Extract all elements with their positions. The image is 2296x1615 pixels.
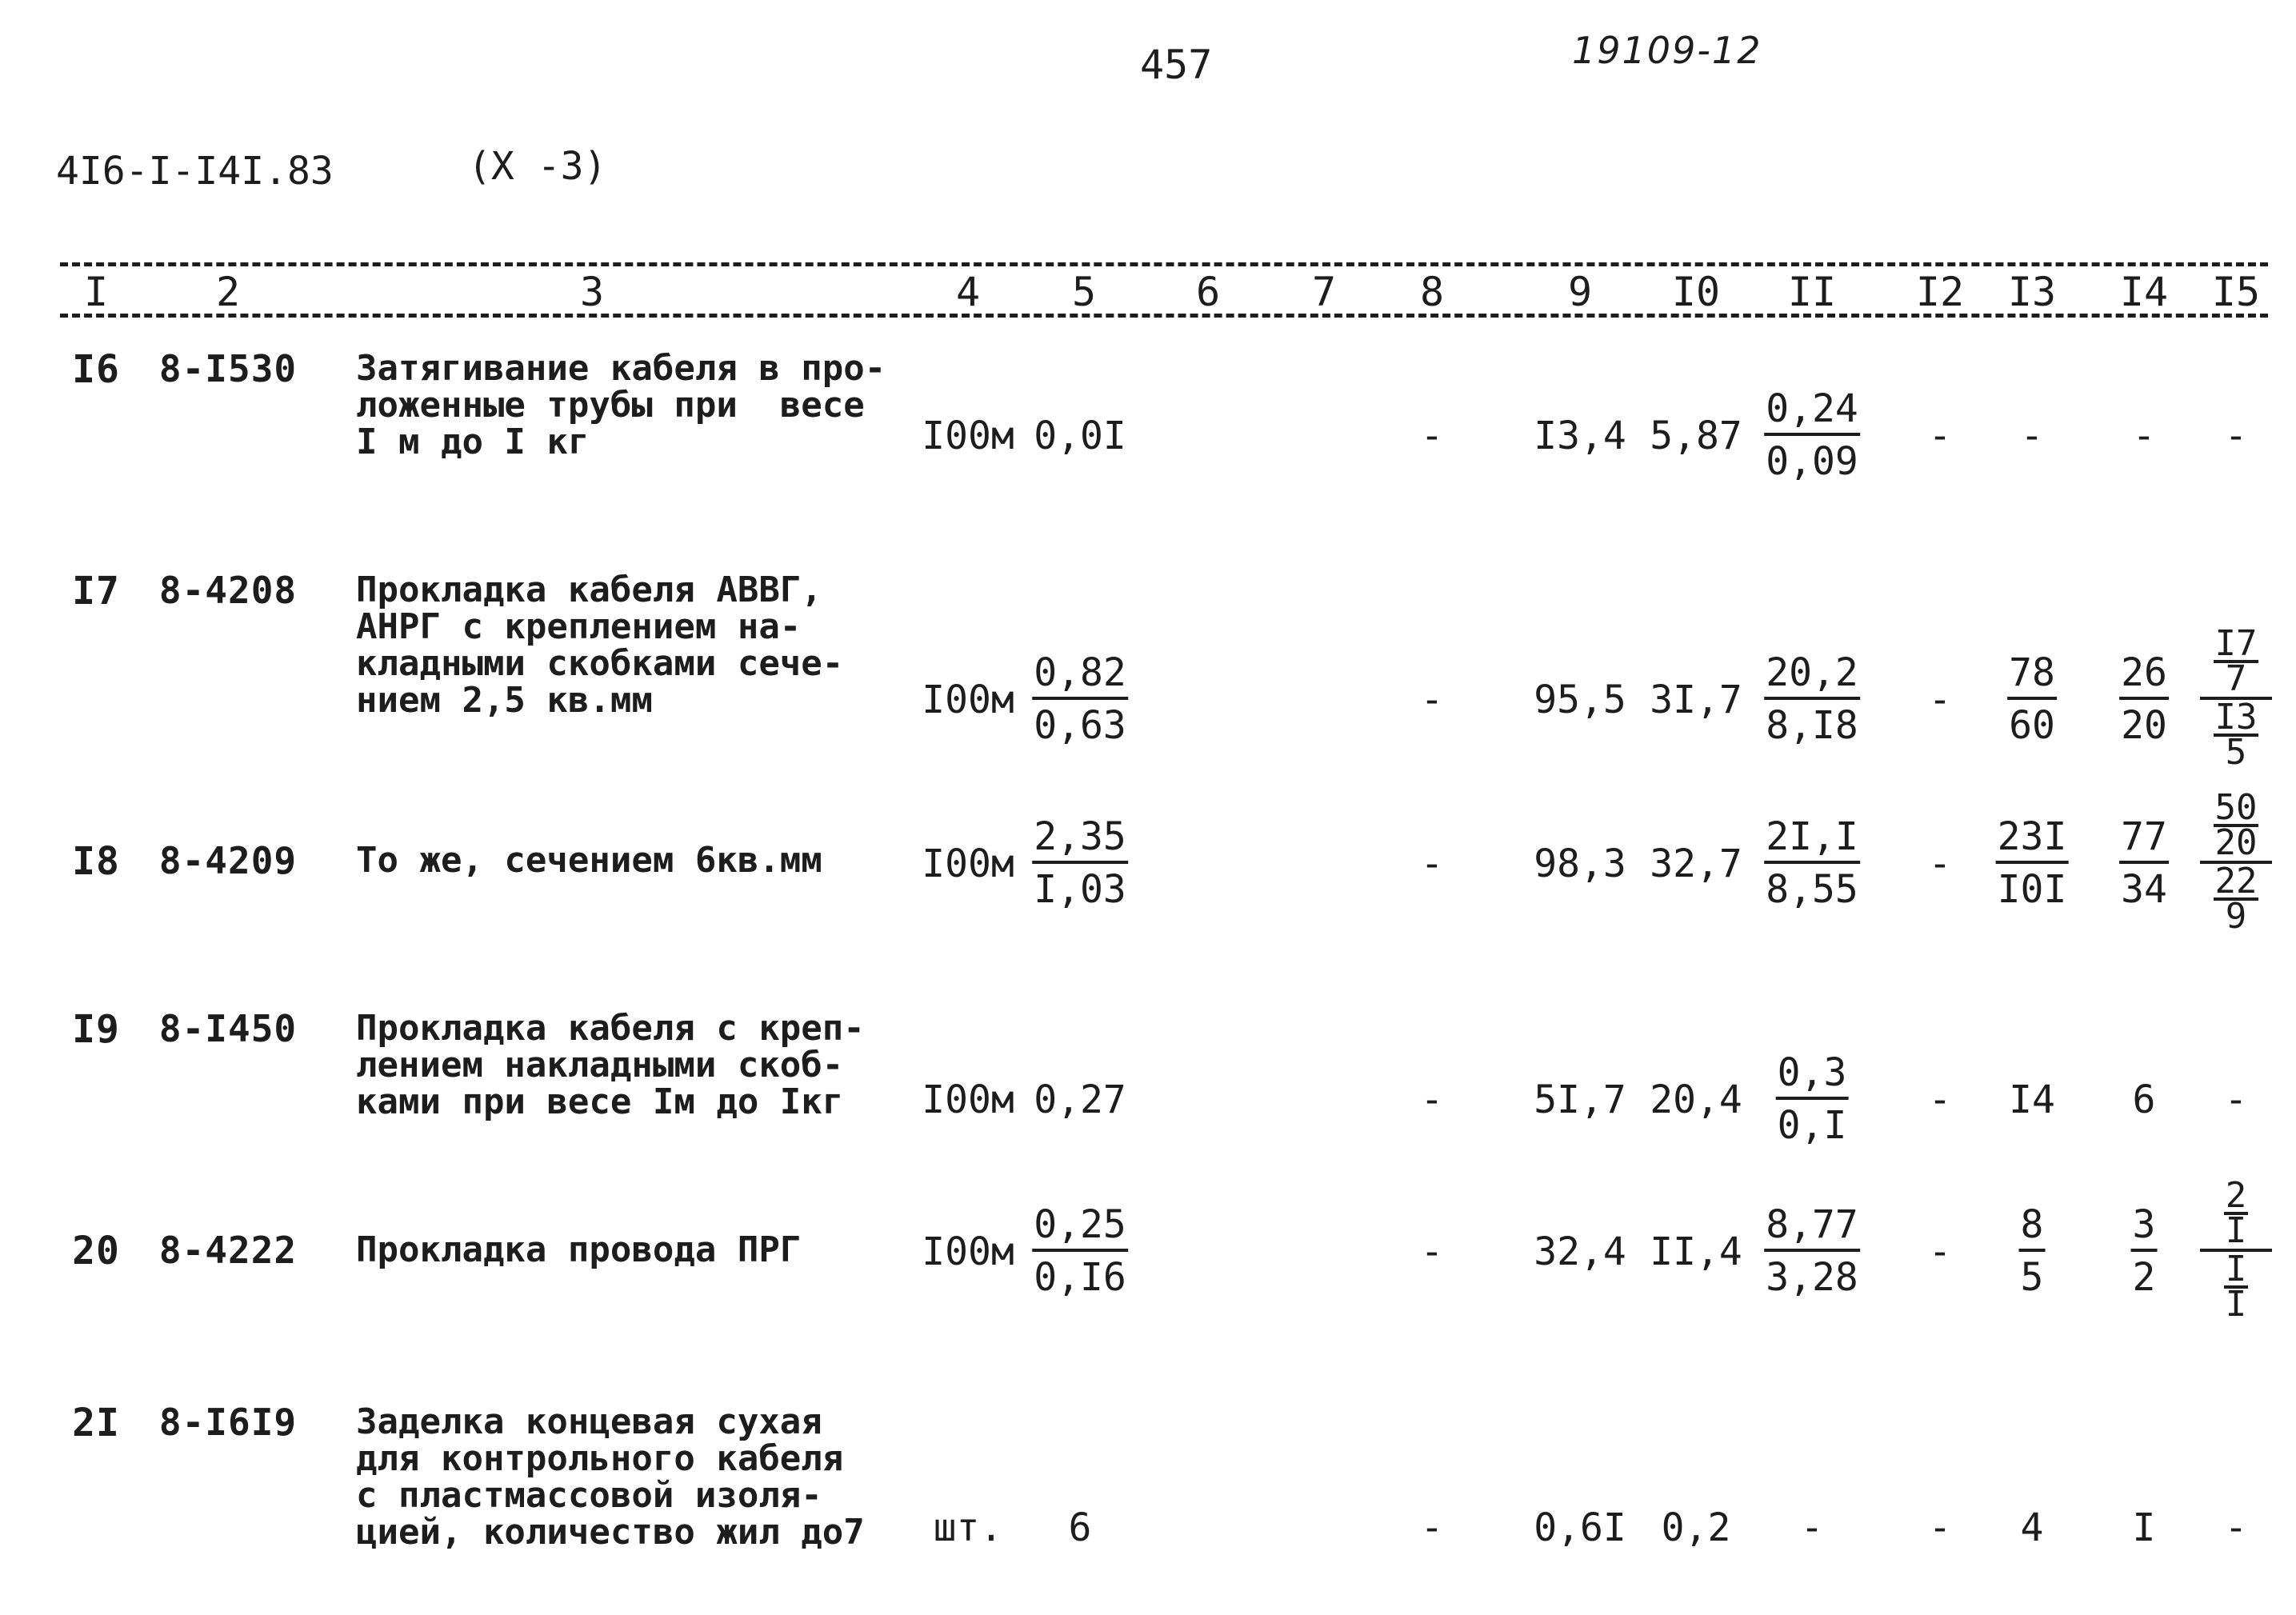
- column-header-5: 5: [1071, 269, 1097, 315]
- quantity-numerator: 2,35: [1032, 817, 1128, 864]
- col-15-value-lower-top: I: [2225, 1249, 2247, 1289]
- work-description-line: Прокладка кабеля АВВГ,: [356, 570, 822, 610]
- col-14-value: I: [2132, 1505, 2156, 1550]
- row-number: I9: [72, 1007, 120, 1052]
- col-15-value-upper-top: 50: [2214, 787, 2258, 828]
- work-description: [356, 350, 886, 461]
- row-number: I6: [72, 347, 120, 392]
- quantity: 0,0I: [1034, 414, 1126, 458]
- quantity-denominator: 0,63: [1034, 703, 1126, 748]
- col-13-value: I4: [2009, 1077, 2055, 1122]
- unit: шт.: [933, 1505, 1003, 1550]
- col-14-value-numerator: 77: [2119, 817, 2169, 864]
- column-header-9: 9: [1567, 269, 1593, 315]
- quantity-denominator: 0,I6: [1034, 1255, 1126, 1300]
- rate-code: 8-4222: [158, 1229, 298, 1272]
- quantity-numerator: 0,25: [1032, 1205, 1128, 1252]
- col-11-value-denominator: 8,55: [1766, 867, 1858, 912]
- column-header-11: II: [1787, 269, 1837, 315]
- col-11-value: -: [1800, 1505, 1824, 1550]
- col-10-value: 3I,7: [1650, 678, 1742, 722]
- col-8-value: -: [1420, 1229, 1444, 1274]
- work-description-line: Прокладка кабеля с креп-: [356, 1008, 865, 1049]
- work-description-line: с пластмассовой изоля-: [356, 1475, 822, 1516]
- col-13-value-numerator: 8: [2019, 1205, 2046, 1252]
- col-11-value: [1764, 650, 1860, 748]
- work-description: [356, 842, 822, 879]
- col-13-value-denominator: 60: [2009, 703, 2055, 748]
- col-12-value: -: [1928, 1505, 1952, 1550]
- col-15-value: [2200, 1175, 2272, 1325]
- row-number: 20: [72, 1229, 120, 1273]
- unit: I00м: [922, 414, 1014, 458]
- work-description-line: АНРГ с креплением на-: [356, 606, 802, 647]
- col-14-value: 6: [2132, 1077, 2156, 1122]
- col-13-value: [2007, 650, 2057, 748]
- work-description-line: То же, сечением 6кв.мм: [356, 840, 822, 881]
- work-description-line: Заделка концевая сухая: [356, 1401, 822, 1442]
- page-number: 457: [1140, 42, 1213, 88]
- quantity: [1032, 1202, 1128, 1300]
- col-11-value-denominator: 0,I: [1777, 1103, 1847, 1148]
- col-12-value: -: [1928, 1077, 1952, 1122]
- work-description-line: Затягивание кабеля в про-: [356, 348, 886, 389]
- col-15-value: [2200, 623, 2272, 773]
- col-9-value: I3,4: [1534, 414, 1626, 458]
- col-10-value: 20,4: [1650, 1077, 1742, 1122]
- col-8-value: -: [1420, 678, 1444, 722]
- col-13-value: [2019, 1202, 2046, 1300]
- col-11-value-numerator: 20,2: [1764, 654, 1860, 700]
- header-top-rule: [60, 262, 2268, 266]
- col-14-value-numerator: 3: [2131, 1205, 2158, 1252]
- col-8-value: -: [1420, 1077, 1444, 1122]
- col-15-value-lower-bottom: 5: [2225, 732, 2247, 773]
- col-11-value-numerator: 2I,I: [1764, 817, 1860, 864]
- column-header-2: 2: [215, 269, 241, 315]
- col-14-value-denominator: 2: [2132, 1255, 2156, 1300]
- column-header-15: I5: [2211, 269, 2261, 315]
- work-description: [356, 1010, 865, 1121]
- col-8-value: -: [1420, 414, 1444, 458]
- col-15-value-lower-bottom: 9: [2225, 896, 2247, 937]
- col-10-value: II,4: [1650, 1229, 1742, 1274]
- col-11-value-denominator: 8,I8: [1766, 703, 1858, 748]
- col-11-value-numerator: 0,3: [1776, 1053, 1849, 1100]
- col-14-value: [2131, 1202, 2158, 1300]
- col-15-value: -: [2224, 1505, 2248, 1550]
- work-description: [356, 1229, 802, 1270]
- col-14-value-denominator: 20: [2121, 703, 2167, 748]
- unit: I00м: [922, 678, 1014, 722]
- col-15-value-lower-bottom: I: [2225, 1284, 2247, 1325]
- col-13-value-denominator: 5: [2020, 1255, 2044, 1300]
- quantity-denominator: I,03: [1034, 867, 1126, 912]
- work-description-line: лением накладными скоб-: [356, 1045, 844, 1085]
- rate-code: 8-4209: [158, 839, 298, 882]
- col-12-value: -: [1928, 414, 1952, 458]
- col-15-value-upper-bottom: 20: [2214, 822, 2258, 863]
- rate-code: 8-I450: [158, 1007, 298, 1050]
- row-number: I7: [72, 569, 120, 614]
- work-description-line: кладными скобками сече-: [356, 643, 844, 684]
- col-15-value-upper-top: 2: [2225, 1175, 2247, 1216]
- col-12-value: -: [1928, 1229, 1952, 1274]
- work-description-line: для контрольного кабеля: [356, 1438, 844, 1479]
- unit: I00м: [922, 1077, 1014, 1122]
- col-11-value: [1764, 814, 1860, 912]
- col-15-value-upper-bottom: I: [2225, 1210, 2247, 1251]
- work-description: [356, 572, 843, 719]
- col-13-value: [1996, 814, 2069, 912]
- col-14-value-numerator: 26: [2119, 654, 2169, 700]
- quantity: [1032, 650, 1128, 748]
- col-12-value: -: [1928, 678, 1952, 722]
- col-15-value: [2200, 787, 2272, 937]
- quantity: 0,27: [1034, 1077, 1126, 1122]
- work-description-line: Прокладка провода ПРГ: [356, 1229, 802, 1270]
- quantity: [1032, 814, 1128, 912]
- handwritten-document-code: 19109-12: [1572, 29, 1762, 72]
- col-14-value: [2119, 814, 2169, 912]
- col-11-value-numerator: 0,24: [1764, 390, 1860, 436]
- col-8-value: -: [1420, 1505, 1444, 1550]
- column-header-12: I2: [1915, 269, 1965, 315]
- col-15-value-upper-top: I7: [2214, 623, 2258, 664]
- col-11-value: [1764, 1202, 1860, 1300]
- work-description-line: I м до I кг: [356, 422, 590, 462]
- col-14-value: [2119, 650, 2169, 748]
- col-10-value: 5,87: [1650, 414, 1742, 458]
- unit: I00м: [922, 1229, 1014, 1274]
- rate-code: 8-I6I9: [158, 1401, 298, 1444]
- row-number: 2I: [72, 1401, 120, 1445]
- col-11-value: [1764, 386, 1860, 484]
- document-code: 4I6-I-I4I.83: [56, 149, 334, 194]
- quantity-numerator: 0,82: [1032, 654, 1128, 700]
- work-description-line: ками при весе Iм до Iкг: [356, 1081, 844, 1122]
- col-13-value-numerator: 23I: [1996, 817, 2069, 864]
- col-13-value-numerator: 78: [2007, 654, 2057, 700]
- rate-code: 8-4208: [158, 569, 298, 612]
- col-14-value: -: [2132, 414, 2156, 458]
- col-15-value-upper-bottom: 7: [2225, 658, 2247, 699]
- col-13-value: -: [2020, 414, 2044, 458]
- column-header-10: I0: [1671, 269, 1721, 315]
- column-header-14: I4: [2119, 269, 2169, 315]
- column-header-1: I: [83, 269, 109, 315]
- unit: I00м: [922, 841, 1014, 886]
- quantity: 6: [1068, 1505, 1092, 1550]
- col-10-value: 32,7: [1650, 841, 1742, 886]
- column-header-7: 7: [1311, 269, 1337, 315]
- column-header-13: I3: [2007, 269, 2057, 315]
- work-description: [356, 1401, 865, 1553]
- col-11-value: [1776, 1050, 1849, 1148]
- col-13-value-denominator: I0I: [1997, 867, 2067, 912]
- col-12-value: -: [1928, 841, 1952, 886]
- col-11-value-denominator: 3,28: [1766, 1255, 1858, 1300]
- work-description-line: нием 2,5 кв.мм: [356, 680, 653, 721]
- work-description-line: цией, количество жил до7: [356, 1512, 865, 1553]
- col-11-value-denominator: 0,09: [1766, 439, 1858, 484]
- col-13-value: 4: [2020, 1505, 2044, 1550]
- row-number: I8: [72, 839, 120, 884]
- col-15-value-lower-top: 22: [2214, 861, 2258, 901]
- col-9-value: 98,3: [1534, 841, 1626, 886]
- col-10-value: 0,2: [1661, 1505, 1731, 1550]
- document-section: (X -3): [468, 144, 607, 189]
- col-15-value: -: [2224, 1077, 2248, 1122]
- col-11-value-numerator: 8,77: [1764, 1205, 1860, 1252]
- col-15-value-lower-top: I3: [2214, 697, 2258, 738]
- col-9-value: 0,6I: [1534, 1505, 1626, 1550]
- col-9-value: 95,5: [1534, 678, 1626, 722]
- column-header-4: 4: [955, 269, 981, 315]
- work-description-line: ложенные трубы при весе: [356, 385, 865, 426]
- column-header-3: 3: [579, 269, 605, 315]
- column-header-8: 8: [1419, 269, 1445, 315]
- col-8-value: -: [1420, 841, 1444, 886]
- col-15-value: -: [2224, 414, 2248, 458]
- col-9-value: 32,4: [1534, 1229, 1626, 1274]
- column-header-6: 6: [1195, 269, 1221, 315]
- col-9-value: 5I,7: [1534, 1077, 1626, 1122]
- col-14-value-denominator: 34: [2121, 867, 2167, 912]
- rate-code: 8-I530: [158, 347, 298, 390]
